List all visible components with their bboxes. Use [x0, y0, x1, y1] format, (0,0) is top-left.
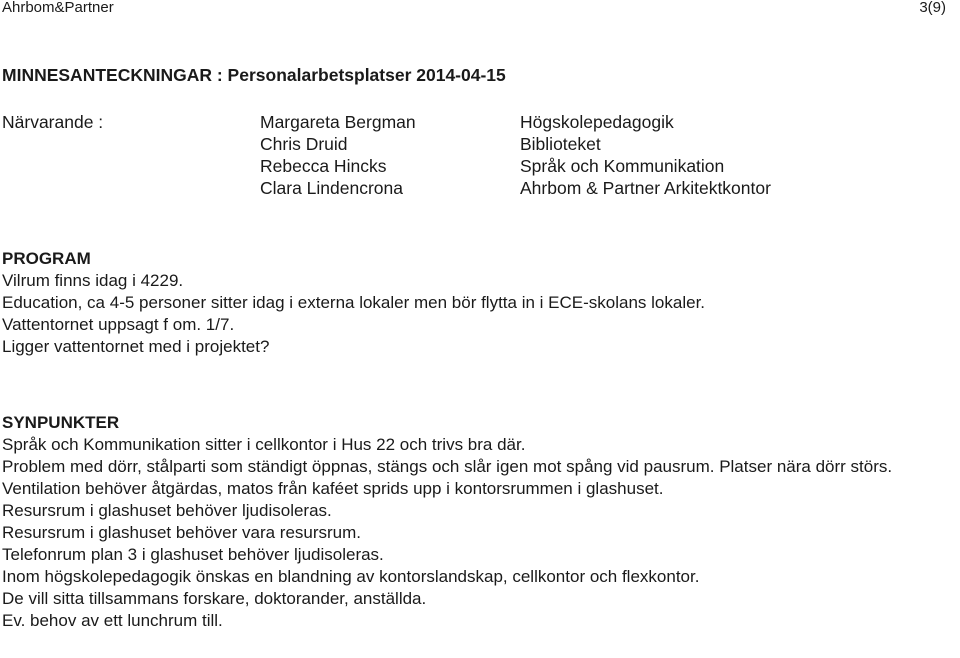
attendee-name: Clara Lindencrona	[260, 178, 404, 198]
page-number: 3(9)	[919, 0, 946, 16]
attendee-org: Biblioteket	[520, 134, 601, 154]
synpunkter-line: Problem med dörr, stålparti som ständigt öppnas, stängs och slår igen mot spång vid pausrum. Platser nära dörr störs.	[2, 457, 893, 476]
attendee-name: Rebecca Hincks	[260, 156, 387, 176]
document-title: MINNESANTECKNINGAR : Personalarbetsplatser 2014-04-15	[2, 65, 506, 85]
synpunkter-line: Ev. behov av ett lunchrum till.	[2, 611, 223, 630]
program-line: Education, ca 4-5 personer sitter idag i externa lokaler men bör flytta in i ECE-skolans lokaler.	[2, 293, 706, 312]
program-heading: PROGRAM	[2, 249, 91, 268]
attendee-org: Språk och Kommunikation	[520, 156, 725, 176]
attendee-names	[260, 111, 416, 199]
attendee-org: Ahrbom & Partner Arkitektkontor	[520, 178, 771, 198]
synpunkter-line: Resursrum i glashuset behöver ljudisoleras.	[2, 501, 332, 520]
synpunkter-line: Resursrum i glashuset behöver vara resursrum.	[2, 523, 362, 542]
synpunkter-heading: SYNPUNKTER	[2, 413, 120, 432]
page-header	[2, 0, 946, 18]
synpunkter-line: Ventilation behöver åtgärdas, matos från kaféet sprids upp i kontorsrummen i glashuset.	[2, 479, 664, 498]
attendee-organizations	[520, 111, 771, 199]
synpunkter-line: Språk och Kommunikation sitter i cellkontor i Hus 22 och trivs bra där.	[2, 435, 526, 454]
attendee-org: Högskolepedagogik	[520, 112, 674, 132]
synpunkter-section	[2, 412, 952, 632]
attendee-name: Chris Druid	[260, 134, 348, 154]
company-name: Ahrbom&Partner	[2, 0, 114, 16]
program-line: Ligger vattentornet med i projektet?	[2, 337, 270, 356]
attendee-name: Margareta Bergman	[260, 112, 416, 132]
program-section	[2, 248, 952, 358]
synpunkter-line: Inom högskolepedagogik önskas en blandning av kontorslandskap, cellkontor och flexkontor.	[2, 567, 700, 586]
synpunkter-line: De vill sitta tillsammans forskare, doktorander, anställda.	[2, 589, 427, 608]
program-line: Vilrum finns idag i 4229.	[2, 271, 184, 290]
synpunkter-line: Telefonrum plan 3 i glashuset behöver ljudisoleras.	[2, 545, 384, 564]
attendees-label: Närvarande :	[2, 112, 104, 132]
program-line: Vattentornet uppsagt f om. 1/7.	[2, 315, 235, 334]
